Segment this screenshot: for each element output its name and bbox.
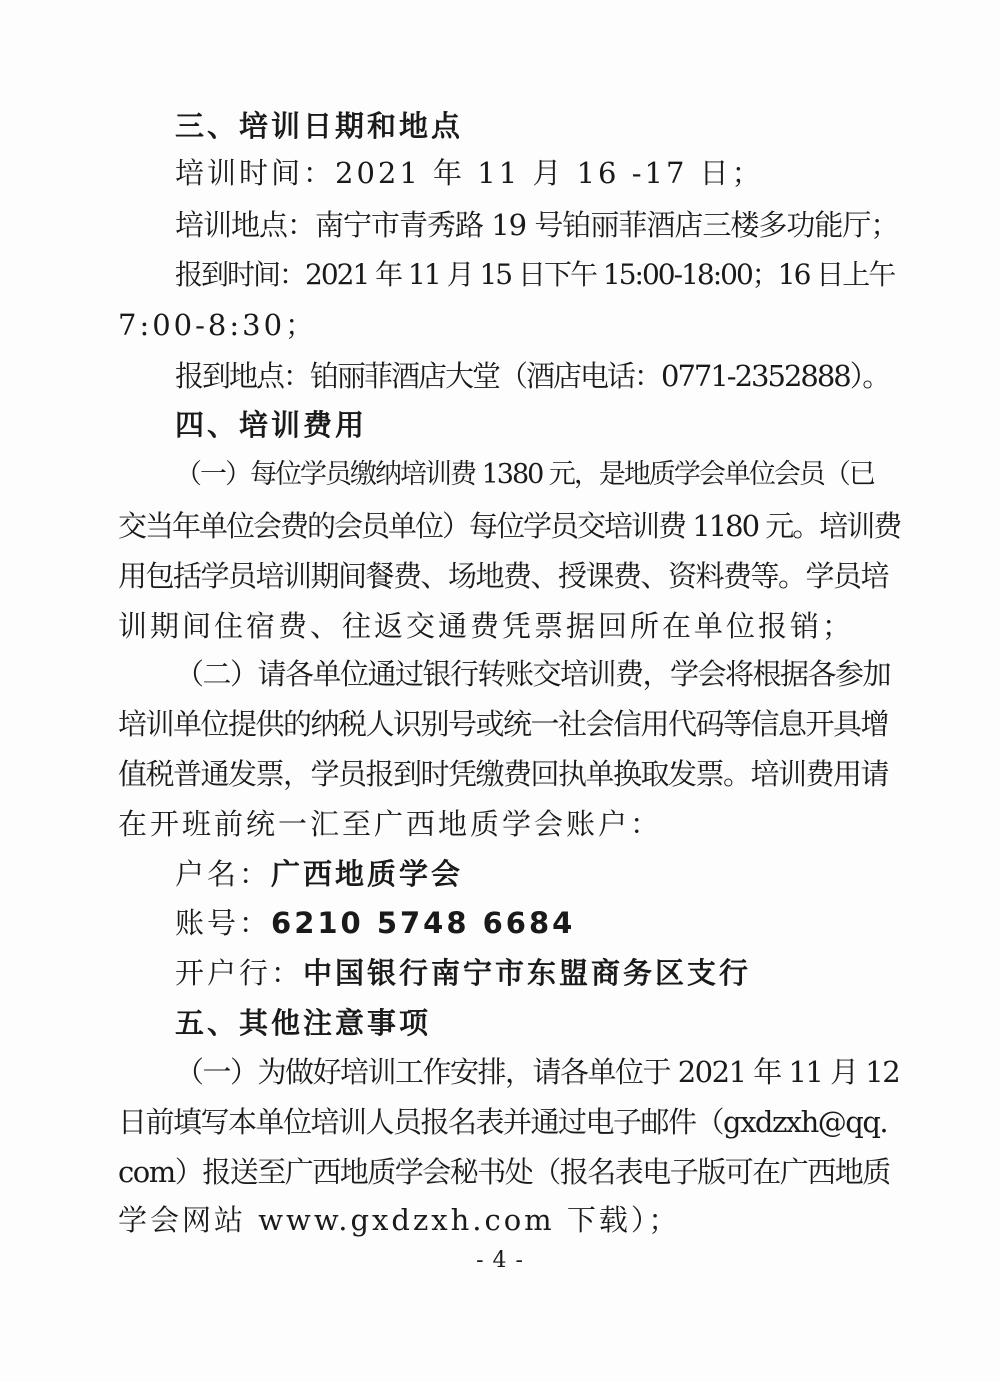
account-name-row: [175, 854, 463, 894]
section4-p1-line: 训期间住宿费、往返交通费凭票据回所在单位报销；: [118, 609, 855, 643]
training-location: 培训地点：南宁市青秀路 19 号铂丽菲酒店三楼多功能厅；: [175, 208, 899, 242]
page-number: - 4 -: [476, 1248, 524, 1273]
bank-row: [175, 953, 751, 993]
section4-p2-line: 培训单位提供的纳税人识别号或统一社会信用代码等信息开具增: [118, 707, 889, 741]
checkin-time-line2: 7:00-8:30；: [118, 308, 318, 342]
section5-heading: 五、其他注意事项: [175, 1006, 432, 1040]
bank-label: 开户行：: [175, 956, 304, 990]
section4-p2-line: 在开班前统一汇至广西地质学会账户：: [118, 807, 663, 841]
section5-p1-line: （一）为做好培训工作安排，请各单位于 2021 年 11 月 12: [175, 1055, 900, 1089]
account-number-label: 账号：: [175, 906, 272, 940]
account-name: 广西地质学会: [271, 857, 464, 891]
section4-p1-line: 用包括学员培训期间餐费、场地费、授课费、资料费等。学员培: [118, 559, 889, 593]
account-number: 6210 5748 6684: [271, 906, 576, 940]
section4-p2-line: （二）请各单位通过银行转账交培训费，学会将根据各参加: [175, 657, 891, 691]
account-number-row: [175, 903, 575, 943]
section5-p1-line: 日前填写本单位培训人员报名表并通过电子邮件（gxdzxh@qq.: [118, 1105, 888, 1139]
bank-name: 中国银行南宁市东盟商务区支行: [303, 956, 752, 990]
section4-heading: 四、培训费用: [175, 408, 368, 442]
section4-p1-line: 交当年单位会费的会员单位）每位学员交培训费 1180 元。培训费: [118, 509, 901, 543]
section4-p1-line: （一）每位学员缴纳培训费 1380 元，是地质学会单位会员（已: [175, 459, 874, 490]
checkin-time-line1: 报到时间：2021 年 11 月 15 日下午 15:00-18:00；16 日上午: [175, 258, 895, 291]
section4-p2-line: 值税普通发票，学员报到时凭缴费回执单换取发票。培训费用请: [118, 757, 889, 791]
section3-heading: 三、培训日期和地点: [175, 109, 464, 143]
account-name-label: 户名：: [175, 857, 272, 891]
section5-p1-line: com）报送至广西地质学会秘书处（报名表电子版可在广西地质: [118, 1155, 890, 1189]
training-time: 培训时间：2021 年 11 月 16 -17 日；: [175, 156, 764, 190]
checkin-location: 报到地点：铂丽菲酒店大堂（酒店电话：0771-2352888）。: [175, 359, 890, 393]
section5-p1-line: 学会网站 www.gxdzxh.com 下载）；: [118, 1203, 681, 1237]
